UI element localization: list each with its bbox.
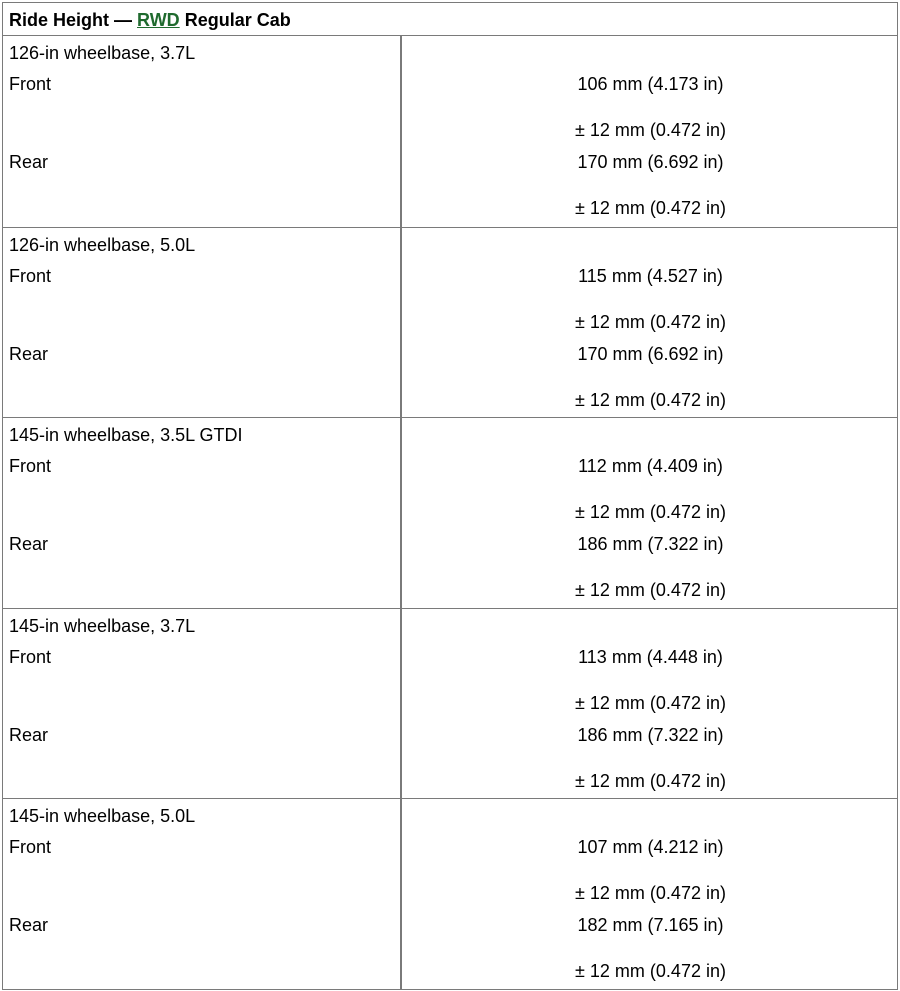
group-label: 126-in wheelbase, 5.0L bbox=[9, 234, 196, 255]
front-value: 115 mm (4.527 in) bbox=[578, 265, 723, 286]
value-cell bbox=[402, 609, 897, 799]
value-cell bbox=[402, 418, 897, 608]
front-value: 107 mm (4.212 in) bbox=[577, 837, 724, 858]
front-tolerance: ± 12 mm (0.472 in) bbox=[575, 883, 726, 904]
rwd-link[interactable]: RWD bbox=[137, 10, 180, 30]
rear-label: Rear bbox=[9, 534, 49, 555]
front-tolerance: ± 12 mm (0.472 in) bbox=[575, 502, 726, 523]
value-cell bbox=[402, 228, 897, 418]
group-label: 145-in wheelbase, 5.0L bbox=[9, 806, 196, 827]
front-value: 113 mm (4.448 in) bbox=[578, 646, 723, 667]
label-cell bbox=[3, 609, 402, 799]
rear-value: 182 mm (7.165 in) bbox=[577, 915, 724, 936]
front-tolerance: ± 12 mm (0.472 in) bbox=[575, 692, 726, 713]
rear-label: Rear bbox=[9, 915, 49, 936]
front-label: Front bbox=[9, 837, 52, 858]
rear-value: 186 mm (7.322 in) bbox=[577, 724, 724, 745]
table-row bbox=[3, 417, 897, 608]
front-label: Front bbox=[9, 265, 52, 286]
title-prefix: Ride Height — bbox=[9, 10, 138, 30]
ride-height-table bbox=[2, 2, 898, 990]
rear-label: Rear bbox=[9, 152, 49, 172]
front-value: 106 mm (4.173 in) bbox=[577, 74, 724, 94]
group-label: 145-in wheelbase, 3.7L bbox=[9, 615, 196, 636]
table-title bbox=[3, 3, 897, 36]
title-suffix: Regular Cab bbox=[179, 10, 291, 30]
label-cell bbox=[3, 799, 402, 989]
table-body bbox=[3, 36, 897, 989]
label-cell bbox=[3, 36, 402, 227]
group-label: 126-in wheelbase, 3.7L bbox=[9, 43, 196, 63]
rear-value: 170 mm (6.692 in) bbox=[577, 343, 724, 364]
table-row bbox=[3, 798, 897, 989]
table-row bbox=[3, 227, 897, 418]
front-value: 112 mm (4.409 in) bbox=[578, 456, 723, 477]
table-row bbox=[3, 36, 897, 227]
rear-tolerance: ± 12 mm (0.472 in) bbox=[575, 580, 726, 601]
rear-tolerance: ± 12 mm (0.472 in) bbox=[575, 961, 726, 982]
rear-value: 170 mm (6.692 in) bbox=[577, 152, 724, 172]
rear-tolerance: ± 12 mm (0.472 in) bbox=[575, 198, 726, 218]
rear-label: Rear bbox=[9, 724, 49, 745]
value-cell bbox=[402, 36, 897, 227]
group-label: 145-in wheelbase, 3.5L GTDI bbox=[9, 425, 243, 446]
rear-value: 186 mm (7.322 in) bbox=[577, 534, 724, 555]
front-tolerance: ± 12 mm (0.472 in) bbox=[575, 311, 726, 332]
value-cell bbox=[402, 799, 897, 989]
rear-label: Rear bbox=[9, 343, 49, 364]
front-label: Front bbox=[9, 456, 52, 477]
label-cell bbox=[3, 418, 402, 608]
table-row bbox=[3, 608, 897, 799]
label-cell bbox=[3, 228, 402, 418]
front-label: Front bbox=[9, 646, 52, 667]
front-tolerance: ± 12 mm (0.472 in) bbox=[575, 120, 726, 140]
rear-tolerance: ± 12 mm (0.472 in) bbox=[575, 389, 726, 410]
front-label: Front bbox=[9, 74, 52, 94]
rear-tolerance: ± 12 mm (0.472 in) bbox=[575, 770, 726, 791]
